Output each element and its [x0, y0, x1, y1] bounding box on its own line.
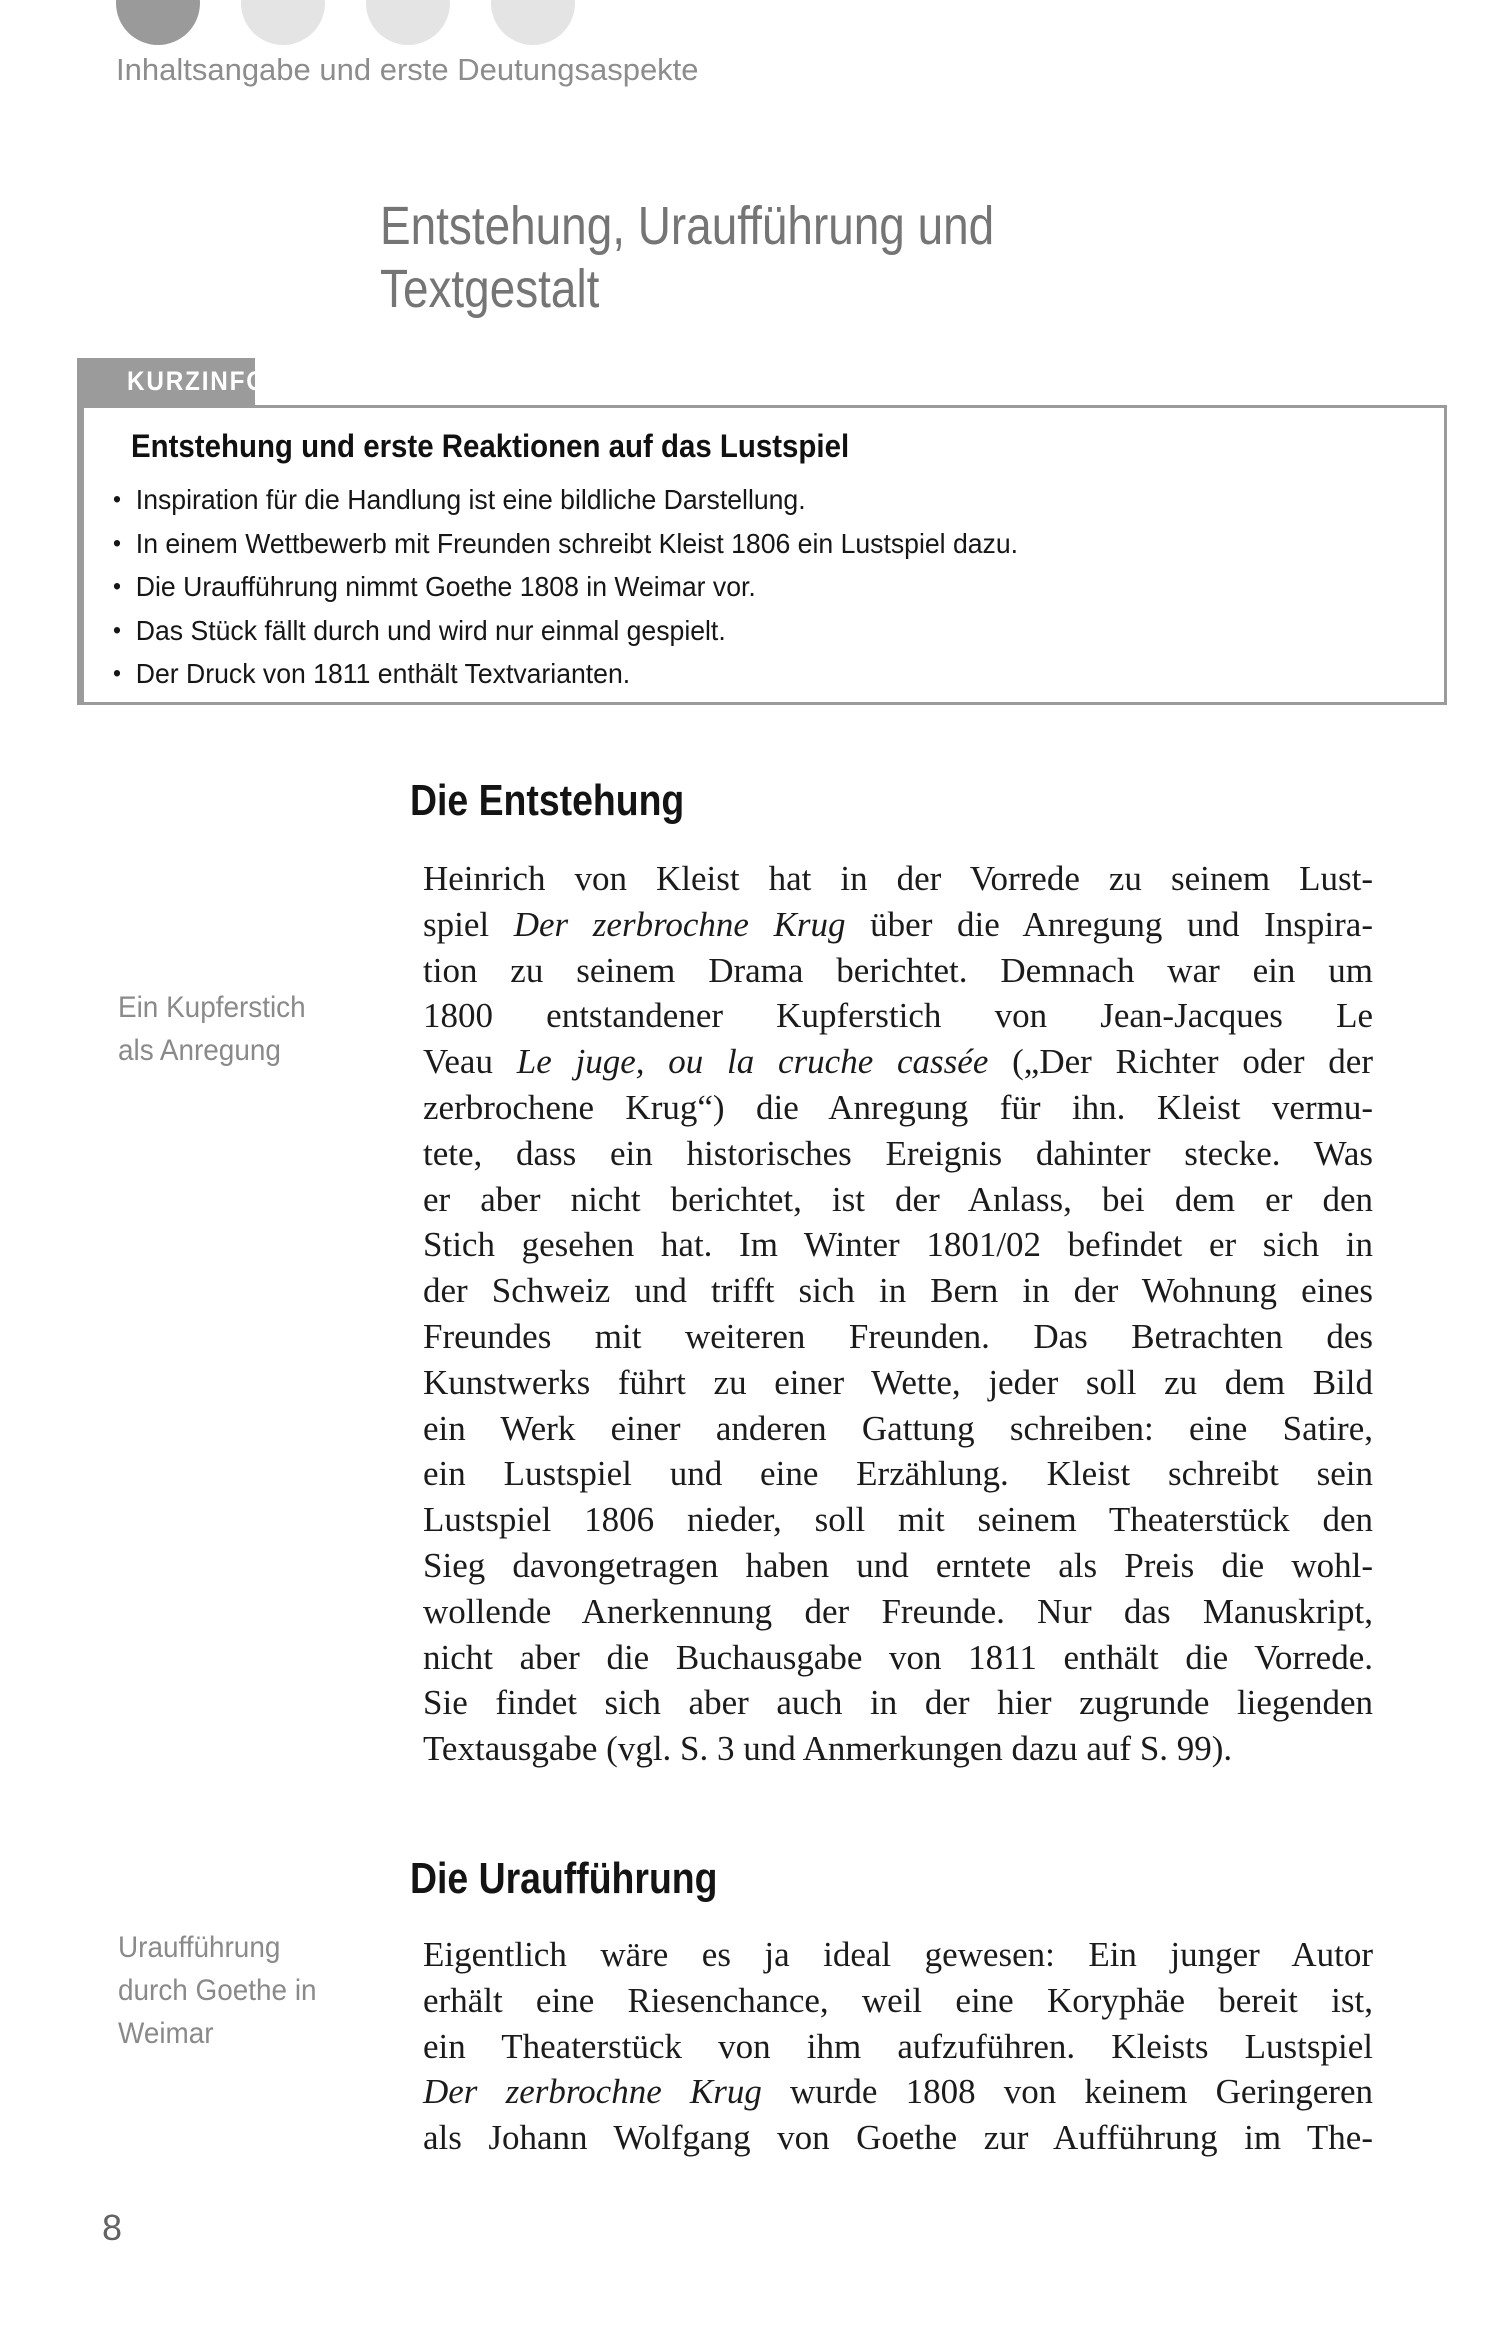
text-line: Sieg davongetragen haben und erntete als Preis die wohl-: [423, 1545, 1373, 1585]
kurzinfo-bullet: [113, 565, 1443, 609]
text-line: erhält eine Riesenchance, weil eine Koryphäe bereit ist,: [423, 1980, 1373, 2020]
bullet-text: Inspiration für die Handlung ist eine bildliche Darstellung.: [135, 484, 806, 515]
kurzinfo-bullet: [113, 609, 1443, 653]
kurzinfo-bullet: [113, 522, 1443, 566]
chapter-dot-active: [116, 0, 200, 45]
text-line: ein Theaterstück von ihm aufzuführen. Kleists Lustspiel: [423, 2026, 1373, 2066]
chapter-dot: [366, 0, 450, 45]
text-line: Freundes mit weiteren Freunden. Das Betrachten des: [423, 1316, 1373, 1356]
text-line: Eigentlich wäre es ja ideal gewesen: Ein junger Autor: [423, 1935, 1373, 1974]
bullet-text: Die Uraufführung nimmt Goethe 1808 in Weimar vor.: [135, 571, 756, 602]
text-line: tion zu seinem Drama berichtet. Demnach war ein um: [423, 950, 1373, 990]
chapter-title-line1: Entstehung, Uraufführung und: [380, 196, 995, 256]
bullet-dot: •: [113, 573, 121, 600]
text-line: ein Werk einer anderen Gattung schreiben: eine Satire,: [423, 1408, 1373, 1448]
section-heading-entstehung: Die Entstehung: [410, 776, 685, 825]
text-line: Kunstwerks führt zu einer Wette, jeder soll zu dem Bild: [423, 1362, 1373, 1402]
bullet-text: Der Druck von 1811 enthält Textvarianten.: [135, 658, 631, 689]
bullet-dot: •: [113, 529, 121, 557]
kurzinfo-tab: [77, 358, 267, 405]
text-line: der Schweiz und trifft sich in Bern in der Wohnung eines: [423, 1271, 1373, 1311]
bullet-dot: •: [113, 660, 121, 687]
margin-note-line: Ein Kupferstich: [118, 991, 306, 1024]
text-line: ein Lustspiel und eine Erzählung. Kleist schreibt sein: [423, 1454, 1373, 1494]
text-line: spiel Der zerbrochne Krug über die Anregung und Inspira-: [423, 904, 1373, 944]
margin-note-kupferstich: [118, 986, 306, 1072]
text-line: wollende Anerkennung der Freunde. Nur das Manuskript,: [423, 1591, 1373, 1631]
text-line: Lustspiel 1806 nieder, soll mit seinem Theaterstück den: [423, 1500, 1373, 1540]
margin-note-goethe: [118, 1926, 317, 2055]
text-line: zerbrochene Krug“) die Anregung für ihn. Kleist vermu-: [423, 1087, 1373, 1127]
margin-note-line: durch Goethe in: [118, 1974, 317, 2007]
text-line: Veau Le juge, ou la cruche cassée („Der Richter oder der: [423, 1042, 1373, 1082]
text-line: Der zerbrochne Krug wurde 1808 von keinem Geringeren: [423, 2072, 1373, 2112]
chapter-dot: [491, 0, 575, 45]
bullet-dot: •: [113, 486, 121, 513]
chapter-title: [380, 195, 994, 321]
text-line: tete, dass ein historisches Ereignis dahinter stecke. Was: [423, 1133, 1373, 1173]
section-heading-urauffuehrung: Die Uraufführung: [410, 1854, 718, 1903]
text-line: nicht aber die Buchausgabe von 1811 enthält die Vorrede.: [423, 1637, 1373, 1677]
margin-note-line: als Anregung: [118, 1034, 281, 1067]
text-line: Sie findet sich aber auch in der hier zugrunde liegenden: [423, 1683, 1373, 1723]
kurzinfo-bullet: [113, 478, 1443, 522]
kurzinfo-bullet-list: [113, 478, 1443, 696]
text-line: er aber nicht berichtet, ist der Anlass, bei dem er den: [423, 1179, 1373, 1219]
margin-note-line: Weimar: [118, 2017, 214, 2050]
body-paragraph-entstehung: [423, 856, 1373, 1772]
chapter-title-line2: Textgestalt: [380, 259, 600, 319]
bullet-text: Das Stück fällt durch und wird nur einmal gespielt.: [135, 614, 726, 646]
bullet-text: In einem Wettbewerb mit Freunden schreibt Kleist 1806 ein Lustspiel dazu.: [135, 527, 1019, 559]
kurzinfo-heading: Entstehung und erste Reaktionen auf das Lustspiel: [131, 428, 850, 464]
margin-note-line: Uraufführung: [118, 1931, 281, 1964]
text-line: Textausgabe (vgl. S. 3 und Anmerkungen dazu auf S. 99).: [423, 1729, 1233, 1769]
kurzinfo-bullet: [113, 652, 1443, 696]
chapter-dot: [241, 0, 325, 45]
kurzinfo-tab-label: KURZINFO: [127, 366, 267, 396]
body-paragraph-urauffuehrung: [423, 1932, 1373, 2161]
text-line: Heinrich von Kleist hat in der Vorrede zu seinem Lust-: [423, 859, 1373, 898]
bullet-dot: •: [113, 616, 121, 644]
text-line: Stich gesehen hat. Im Winter 1801/02 befindet er sich in: [423, 1225, 1373, 1265]
page-number: 8: [102, 2207, 123, 2248]
text-line: 1800 entstandener Kupferstich von Jean-Jacques Le: [423, 996, 1373, 1036]
text-line: als Johann Wolfgang von Goethe zur Aufführung im The-: [423, 2118, 1373, 2158]
running-head: Inhaltsangabe und erste Deutungsaspekte: [116, 52, 699, 87]
